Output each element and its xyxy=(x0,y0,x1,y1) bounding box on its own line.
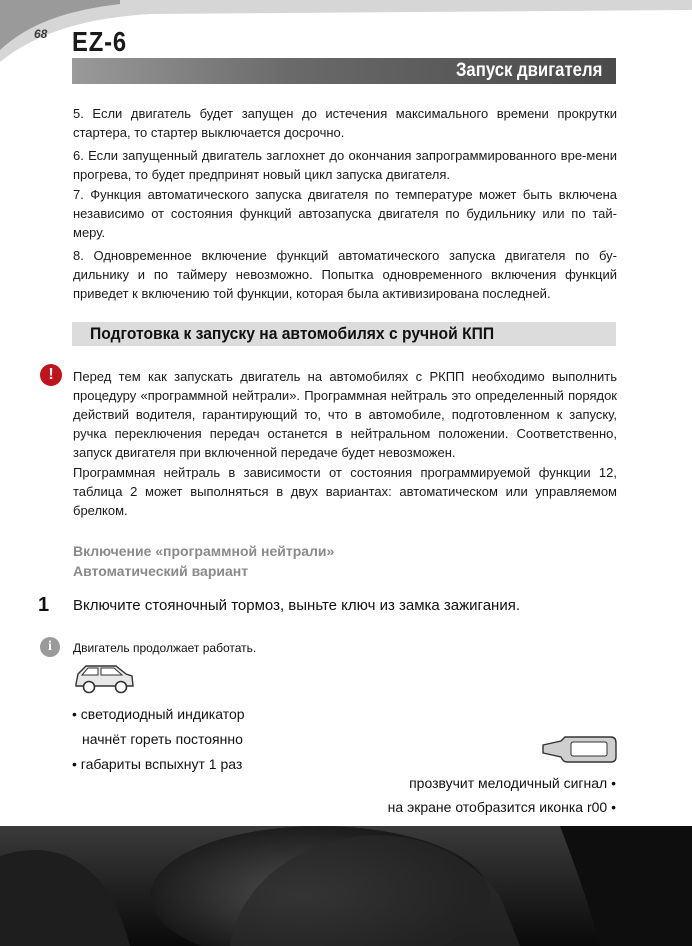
paragraph-5: 5. Если двигатель будет запущен до истечения максимального времени прокрутки стартера, то стартер выключается досрочно. xyxy=(73,106,617,140)
car-bullet-led-cont: начнёт гореть постоянно xyxy=(82,731,243,747)
section-title: Запуск двигателя xyxy=(455,60,602,81)
variant-paragraph: Программная нейтраль в зависимости от состояния программируемой функции 12, таблица 2 может выполняться в двух вариантах: автоматическом или управляемом брелком. xyxy=(73,465,617,518)
product-logo: EZ-6 xyxy=(72,26,127,57)
procedure-heading: Включение «программной нейтрали» xyxy=(73,543,335,559)
key-fob-icon xyxy=(541,735,617,763)
footer-decoration xyxy=(0,826,692,946)
car-bullet-lights: • габариты вспыхнут 1 раз xyxy=(72,756,243,772)
info-icon: i xyxy=(40,637,60,657)
car-icon xyxy=(72,660,136,696)
info-text: Двигатель продолжает работать. xyxy=(73,641,257,655)
section-title-bar xyxy=(72,58,616,84)
warning-paragraph: Перед тем как запускать двигатель на автомобилях с РКПП необходимо выполнить процедуру «программной нейтрали». Программная нейтраль это определенный порядок действий водителя, гарантирующий то, что в автомобиле, подготовленном к запуску, ручка переключения передач останется в нейтральном положении. Соответственно, запуск двигателя при включенной передаче будет невозможен. xyxy=(73,369,617,460)
fob-bullet-icon: на экране отобразится иконка r00 • xyxy=(387,799,616,815)
subsection-title: Подготовка к запуску на автомобилях с ручной КПП xyxy=(90,324,495,343)
fob-bullet-melody: прозвучит мелодичный сигнал • xyxy=(409,775,616,791)
paragraph-6: 6. Если запущенный двигатель заглохнет до окончания запрограммированного вре-мени прогрева, то будет предпринят новый цикл запуска двигателя. xyxy=(73,148,617,182)
warning-icon: ! xyxy=(40,364,62,386)
step-text: Включите стояночный тормоз, выньте ключ из замка зажигания. xyxy=(73,597,520,614)
car-bullet-led: • светодиодный индикатор xyxy=(72,706,245,722)
procedure-subheading: Автоматический вариант xyxy=(73,563,249,579)
step-number: 1 xyxy=(38,594,50,616)
page-number: 68 xyxy=(34,27,48,41)
paragraph-8: 8. Одновременное включение функций автоматического запуска двигателя по бу-дильнику и по таймеру невозможно. Попытка одновременного включения функций приведет к включению той функции, которая была активизирована последней. xyxy=(73,248,617,301)
subsection-header xyxy=(72,322,616,346)
paragraph-7: 7. Функция автоматического запуска двигателя по температуре может быть включена независимо от состояния функций автозапуска двигателя по будильнику или по тай-меру. xyxy=(73,187,617,240)
